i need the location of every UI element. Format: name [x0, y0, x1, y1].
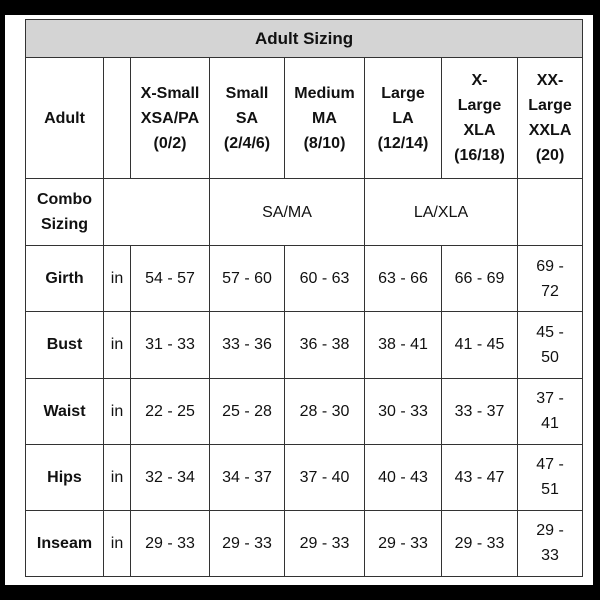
unit-cell: in: [104, 510, 131, 576]
value-cell: 33 - 36: [210, 312, 285, 378]
table-row: [26, 378, 583, 444]
value-line: 37 -: [536, 390, 564, 408]
value-line: 51: [541, 481, 559, 499]
row-label: Inseam: [26, 510, 104, 576]
size-header-large: [365, 58, 442, 179]
combo-group-sa-ma: SA/MA: [210, 179, 365, 246]
value-cell: 29 - 33: [285, 510, 365, 576]
size-line: MA: [312, 109, 337, 127]
value-cell: 25 - 28: [210, 378, 285, 444]
header-label: Adult: [26, 58, 104, 179]
value-cell: 31 - 33: [131, 312, 210, 378]
size-header-medium: [285, 58, 365, 179]
value-line: 50: [541, 348, 559, 366]
row-label: Girth: [26, 246, 104, 312]
size-line: X-: [471, 72, 488, 90]
size-line: XX-: [536, 72, 564, 90]
row-label: Bust: [26, 312, 104, 378]
value-cell-last: [518, 378, 583, 444]
size-line: (2/4/6): [223, 134, 271, 152]
size-line: (0/2): [153, 134, 187, 152]
combo-row: [26, 179, 583, 246]
size-header-small: [210, 58, 285, 179]
table-row: [26, 510, 583, 576]
value-cell: 29 - 33: [131, 510, 210, 576]
value-cell: 36 - 38: [285, 312, 365, 378]
value-cell-last: [518, 444, 583, 510]
value-cell: 60 - 63: [285, 246, 365, 312]
value-cell: 57 - 60: [210, 246, 285, 312]
size-line: Large: [381, 84, 425, 102]
row-label: Waist: [26, 378, 104, 444]
size-line: (12/14): [377, 134, 429, 152]
size-line: LA: [392, 109, 414, 127]
size-line: SA: [235, 109, 259, 127]
size-line: Large: [528, 97, 572, 115]
value-cell: 32 - 34: [131, 444, 210, 510]
value-line: 33: [541, 547, 559, 565]
size-line: XSA/PA: [140, 109, 200, 127]
value-cell: 33 - 37: [442, 378, 518, 444]
unit-cell: in: [104, 444, 131, 510]
size-line: Large: [457, 97, 502, 115]
unit-cell: in: [104, 378, 131, 444]
header-unit-blank: [104, 58, 131, 179]
value-cell: 34 - 37: [210, 444, 285, 510]
size-header-xxlarge: [518, 58, 583, 179]
value-cell: 29 - 33: [210, 510, 285, 576]
value-cell: 30 - 33: [365, 378, 442, 444]
value-cell: 41 - 45: [442, 312, 518, 378]
value-cell: 29 - 33: [442, 510, 518, 576]
value-cell: 66 - 69: [442, 246, 518, 312]
value-line: 41: [541, 415, 559, 433]
size-header-xsmall: [131, 58, 210, 179]
value-cell-last: [518, 510, 583, 576]
size-header-xlarge: [442, 58, 518, 179]
value-cell: 22 - 25: [131, 378, 210, 444]
combo-blank-left: [104, 179, 210, 246]
value-line: 45 -: [536, 323, 564, 341]
combo-label-line: Sizing: [40, 216, 89, 234]
combo-label-line: Combo: [36, 191, 93, 209]
value-line: 29 -: [536, 522, 564, 540]
value-cell-last: [518, 312, 583, 378]
unit-cell: in: [104, 312, 131, 378]
value-cell: 29 - 33: [365, 510, 442, 576]
unit-cell: in: [104, 246, 131, 312]
value-cell: 40 - 43: [365, 444, 442, 510]
size-line: (8/10): [303, 134, 346, 152]
table-row: [26, 444, 583, 510]
size-line: X-Small: [140, 84, 200, 102]
header-row: [26, 58, 583, 179]
document-page: [5, 15, 593, 585]
value-line: 72: [541, 282, 559, 300]
value-cell: 37 - 40: [285, 444, 365, 510]
combo-blank-right: [518, 179, 583, 246]
value-cell: 63 - 66: [365, 246, 442, 312]
size-line: XXLA: [528, 122, 572, 140]
size-line: Small: [225, 84, 269, 102]
size-line: XLA: [463, 122, 496, 140]
row-label: Hips: [26, 444, 104, 510]
value-cell: 28 - 30: [285, 378, 365, 444]
value-line: 69 -: [536, 257, 564, 275]
table-title: Adult Sizing: [26, 20, 583, 58]
value-cell-last: [518, 246, 583, 312]
combo-group-la-xla: LA/XLA: [365, 179, 518, 246]
table-row: [26, 312, 583, 378]
size-line: (16/18): [454, 147, 505, 165]
value-cell: 54 - 57: [131, 246, 210, 312]
table-row: [26, 246, 583, 312]
value-line: 47 -: [536, 456, 564, 474]
combo-label: [26, 179, 104, 246]
size-line: Medium: [294, 84, 355, 102]
value-cell: 38 - 41: [365, 312, 442, 378]
size-line: (20): [535, 147, 565, 165]
sizing-table: [25, 19, 583, 577]
value-cell: 43 - 47: [442, 444, 518, 510]
